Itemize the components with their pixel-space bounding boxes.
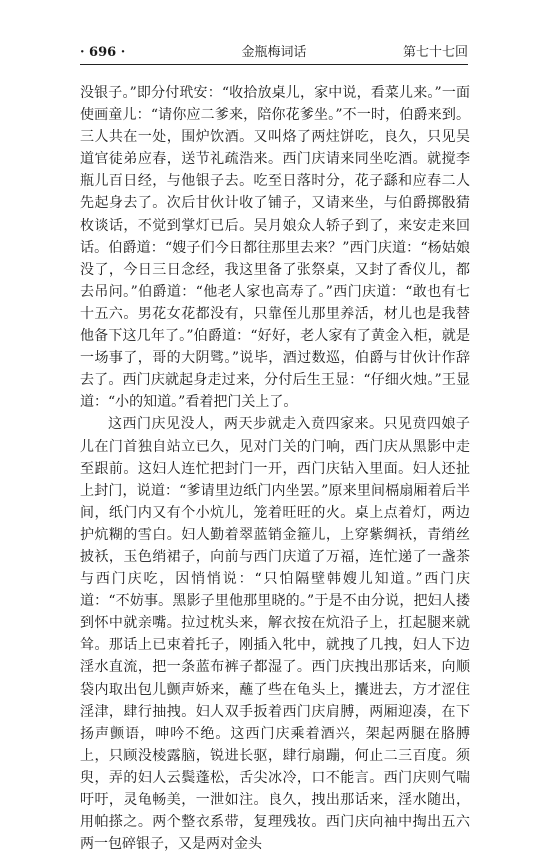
book-title: 金瓶梅词话	[241, 45, 307, 60]
chapter-label: 第七十七回	[402, 45, 468, 60]
running-header	[80, 44, 468, 62]
paragraph: 这西门庆见没人，两天步就走入贲四家来。只见贲四娘子儿在门首独自站立已久，见对门关的门响，西门庆从黑影中走至跟前。这妇人连忙把封门一开，西门庆钻入里面。妇人还扯上封门，说道：“爹请里边纸门内坐罢。”原来里间槅扇厢着后半间，纸门内又有个小炕儿，笼着旺旺的火。桌上点着灯，两边护炕糊的雪白。妇人勤着翠蓝销金箍儿，上穿紫绸袄，青绡丝披袄，玉色绡裙子，向前与西门庆道了万福，连忙递了一盏茶与西门庆吃，因悄悄说：“只怕隔壁韩嫂儿知道。”西门庆道：“不妨事。黑影子里他那里晓的。”于是不由分说，把妇人搂到怀中就亲嘴。拉过枕头来，解衣按在炕沿子上，扛起腿来就耸。那话上已束着托子，刚插入牝中，就拽了几拽，妇人下边淫水直流，把一条蓝布裤子都湿了。西门庆拽出那话来，向顺袋内取出包儿颤声娇来，蘸了些在龟头上，攮进去，方才涩住淫津，肆行抽拽。妇人双手扳着西门庆肩膊，两厢迎凑，在下扬声颤语，呻吟不绝。这西门庆乘着酒兴，架起两腿在胳膊上，只顾没棱露脑，锐进长驱，肆行扇蹦，何止二三百度。须臾，弄的妇人云鬓蓬松，舌尖冰冷，口不能言。西门庆则气喘吁吁，灵龟畅美，一泄如注。良久，拽出那话来，淫水随出，用帕搽之。两个整衣系带，复理残妆。西门庆向袖中掏出五六两一包碎银子，又是两对金头	[80, 416, 470, 853]
body-text	[80, 82, 470, 855]
page-number: · 696 ·	[80, 45, 126, 60]
paragraph: 没银子。”即分付玳安：“收拾放桌儿，家中说，看菜儿来。”一面使画童儿：“请你应二爹来，陪你花爹坐。”不一时，伯爵来到。三人共在一处，围炉饮酒。又叫烙了两炷饼吃，良久，只见吴道官徒弟应春，送节礼疏浩来。西门庆请来同坐吃酒。就搅李瓶儿百日经，与他银子去。吃至日落时分，花子繇和应春二人先起身去了。次后甘伙计收了铺子，又请来坐，与伯爵掷骰猜枚谈话，不觉到掌灯已后。吴月娘众人轿子到了，来安走来回话。伯爵道：“嫂子们今日都往那里去来？”西门庆道：“杨姑娘没了，今日三日念经，我这里备了张祭桌，又封了香仪儿，都去吊问。”伯爵道：“他老人家也高寿了。”西门庆道：“敢也有七十五六。男花女花都没有，只靠侄儿那里养活，材儿也是我替他备下这几年了。”伯爵道：“好好，老人家有了黄金入柜，就是一场事了，哥的大阴骘。”说毕，酒过数巡，伯爵与甘伙计作辞去了。西门庆就起身走过来，分付后生王显：“仔细火烛。”王显道：“小的知道。”看着把门关上了。	[80, 85, 470, 411]
header-rule	[80, 64, 468, 65]
